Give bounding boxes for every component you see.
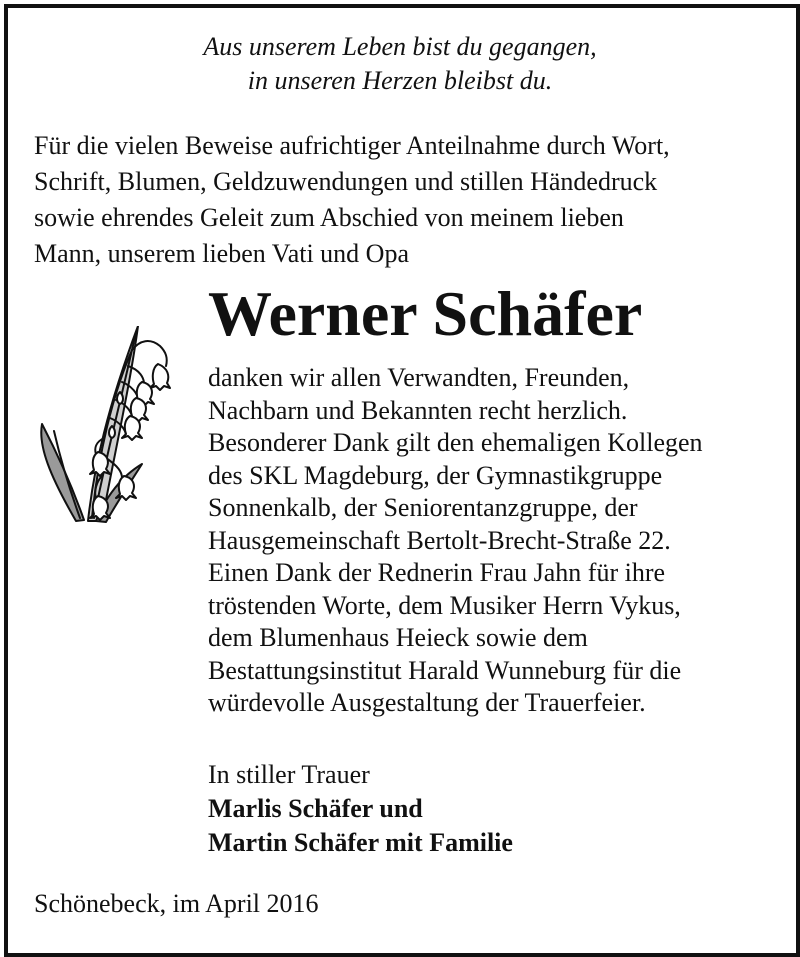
thanks-paragraph	[208, 362, 788, 720]
motto-verse	[0, 30, 800, 98]
thanks-line: Sonnenkalb, der Seniorentanzgruppe, der	[208, 493, 638, 522]
mourner-name: Marlis Schäfer und	[208, 794, 423, 823]
thanks-line: würdevolle Ausgestaltung der Trauerfeier.	[208, 688, 646, 717]
thanks-line: Nachbarn und Bekannten recht herzlich.	[208, 395, 628, 425]
intro-line: Für die vielen Beweise aufrichtiger Anteilnahme durch Wort,	[34, 131, 670, 160]
signoff-block	[208, 758, 513, 860]
thanks-line: des SKL Magdeburg, der Gymnastikgruppe	[208, 460, 663, 490]
thanks-line: Hausgemeinschaft Bertolt-Brecht-Straße 22.	[208, 525, 671, 555]
deceased-name: Werner Schäfer	[208, 278, 643, 349]
thanks-line: Bestattungsinstitut Harald Wunneburg für die	[208, 655, 682, 685]
intro-line: sowie ehrendes Geleit zum Abschied von meinem lieben	[34, 203, 624, 232]
thanks-line: tröstenden Worte, dem Musiker Herrn Vykus,	[208, 590, 681, 620]
intro-line: Mann, unserem lieben Vati und Opa	[34, 239, 409, 268]
motto-line: in unseren Herzen bleibst du.	[247, 66, 553, 95]
thanks-line: danken wir allen Verwandten, Freunden,	[208, 363, 630, 392]
motto-line: Aus unserem Leben bist du gegangen,	[203, 32, 597, 61]
thanks-line: Einen Dank der Rednerin Frau Jahn für ihre	[208, 558, 666, 587]
thanks-line: Besonderer Dank gilt den ehemaligen Kollegen	[208, 428, 703, 457]
place-date: Schönebeck, im April 2016	[34, 889, 319, 918]
lily-of-the-valley-icon	[36, 326, 186, 531]
intro-line: Schrift, Blumen, Geldzuwendungen und stillen Händedruck	[34, 167, 658, 196]
intro-paragraph	[34, 128, 774, 272]
thanks-line: dem Blumenhaus Heieck sowie dem	[208, 623, 588, 652]
mourner-name: Martin Schäfer mit Familie	[208, 828, 513, 857]
signoff-intro: In stiller Trauer	[208, 760, 370, 789]
